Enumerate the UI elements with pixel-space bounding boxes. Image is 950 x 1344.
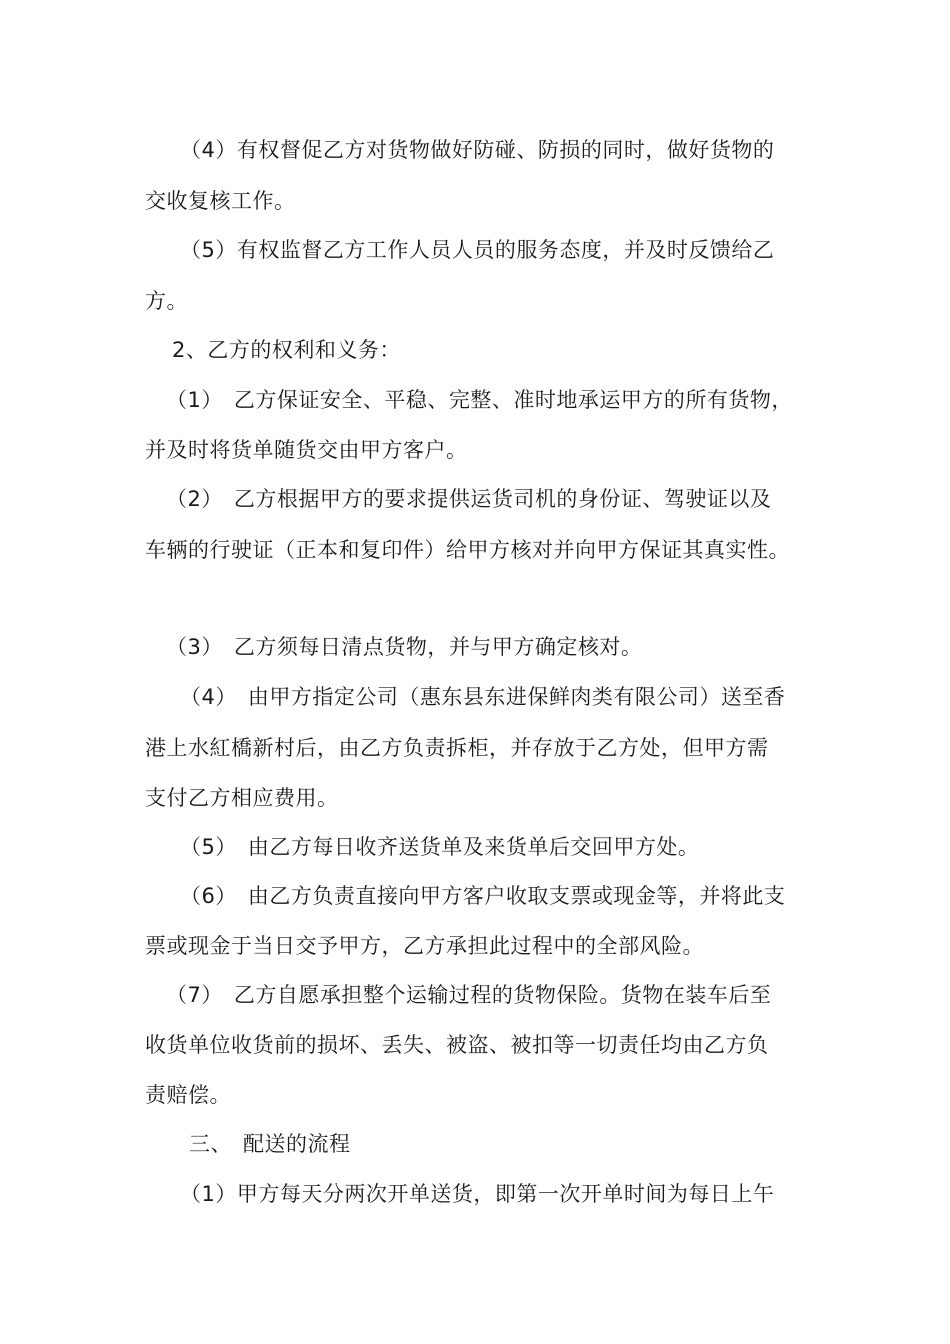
paragraph-line: 方。 <box>145 289 188 313</box>
paragraph-line: （1）甲方每天分两次开单送货，即第一次开单时间为每日上午 <box>180 1182 775 1206</box>
paragraph-line: 责赔偿。 <box>145 1083 231 1107</box>
paragraph-line: 收货单位收货前的损坏、丢失、被盗、被扣等一切责任均由乙方负 <box>145 1033 769 1057</box>
paragraph-line: 交收复核工作。 <box>145 189 296 213</box>
paragraph-line: （4） 由甲方指定公司（惠东县东进保鲜肉类有限公司）送至香 <box>180 685 786 709</box>
paragraph-line: 支付乙方相应费用。 <box>145 786 339 810</box>
paragraph-line: （3） 乙方须每日清点货物，并与甲方确定核对。 <box>166 635 643 659</box>
paragraph-line: （6） 由乙方负责直接向甲方客户收取支票或现金等，并将此支 <box>180 884 786 908</box>
paragraph-line: （5） 由乙方每日收齐送货单及来货单后交回甲方处。 <box>180 835 700 859</box>
paragraph-line: 票或现金于当日交予甲方，乙方承担此过程中的全部风险。 <box>145 934 704 958</box>
paragraph-line: （1） 乙方保证安全、平稳、完整、准时地承运甲方的所有货物， <box>166 388 793 412</box>
section-heading: 2、乙方的权利和义务： <box>172 338 401 362</box>
section-heading: 三、 配送的流程 <box>189 1132 351 1156</box>
paragraph-line: （5）有权监督乙方工作人员人员的服务态度，并及时反馈给乙 <box>180 238 775 262</box>
paragraph-line: 港上水紅橋新村后，由乙方负责拆柜，并存放于乙方处，但甲方需 <box>145 736 769 760</box>
paragraph-line: 车辆的行驶证（正本和复印件）给甲方核对并向甲方保证其真实性。 <box>145 538 790 562</box>
paragraph-line: （2） 乙方根据甲方的要求提供运货司机的身份证、驾驶证以及 <box>166 487 772 511</box>
paragraph-line: 并及时将货单随货交由甲方客户。 <box>145 438 468 462</box>
paragraph-line: （4）有权督促乙方对货物做好防碰、防损的同时，做好货物的 <box>180 138 775 162</box>
paragraph-line: （7） 乙方自愿承担整个运输过程的货物保险。货物在装车后至 <box>166 983 772 1007</box>
